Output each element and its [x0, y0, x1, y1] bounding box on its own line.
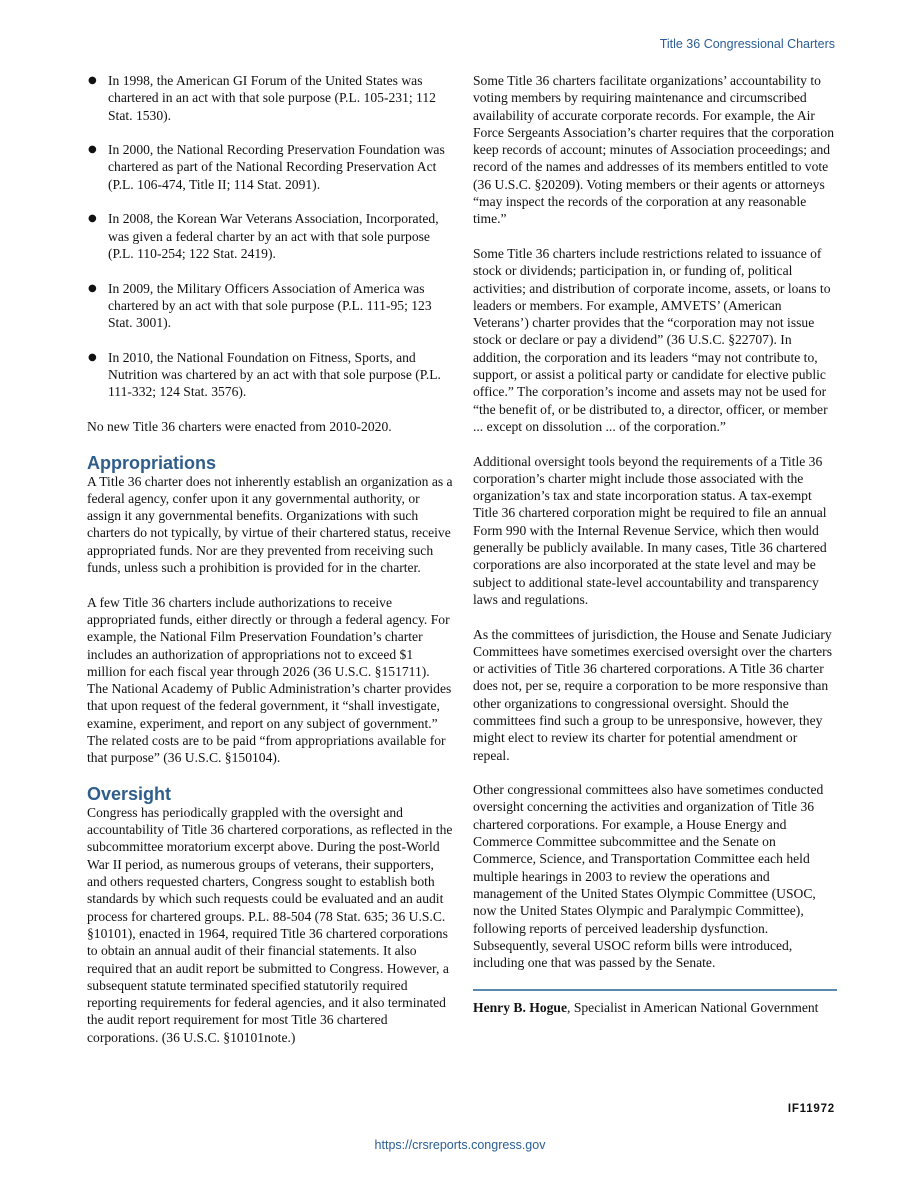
closing-statement: No new Title 36 charters were enacted from 2010-2020.	[87, 418, 392, 434]
list-item: ● In 2000, the National Recording Preservation Foundation was chartered as part of the National Recording Preservation Act (P.L. 106-474, Title II; 114 Stat. 2091).	[87, 141, 453, 193]
body-paragraph: Some Title 36 charters facilitate organizations’ accountability to voting members by requiring maintenance and circumscribed availability of accurate corporate records. For example, the Air Force Sergeants Association’s charter requires that the corporation keep records of account; minutes of Association proceedings; and record of the names and addresses of its members entitled to vote (36 U.S.C. §20209). Voting members or their agents or attorneys “may inspect the records of the corporation at any reasonable time.”	[473, 73, 835, 227]
appropriations-paragraph: A few Title 36 charters include authorizations to receive appropriated funds, either directly or through a federal agency. For example, the National Film Preservation Foundation’s charter includes an authorization of appropriations not to exceed $1 million for each fiscal year through 2026 (36 U.S.C. §151711). The National Academy of Public Administration’s charter provides that upon request of the federal government, it “shall investigate, examine, experiment, and report on any subject of government.” The related costs are to be paid “from appropriations available for that purpose” (36 U.S.C. §150104).	[87, 594, 452, 766]
right-column	[473, 72, 837, 1016]
body-paragraph: Additional oversight tools beyond the requirements of a Title 36 corporation’s charter might include those associated with the organization’s tax and state incorporation status. A tax-exempt Title 36 chartered corporation might be required to file an annual Form 990 with the Internal Revenue Service, which then would generally be publicly available. In many cases, Title 36 chartered corporations are also incorporated at the state level and may be subject to additional state-level accountability and transparency laws and regulations.	[473, 453, 827, 607]
list-item: ● In 2010, the National Foundation on Fitness, Sports, and Nutrition was chartered by an act with that sole purpose (P.L. 111-332; 124 Stat. 3576).	[87, 349, 453, 401]
author-line	[473, 999, 837, 1016]
oversight-heading: Oversight	[87, 783, 172, 804]
author-divider	[473, 989, 837, 991]
left-column	[87, 72, 453, 1063]
running-header-title: Title 36 Congressional Charters	[659, 37, 835, 51]
body-paragraph: Other congressional committees also have sometimes conducted oversight concerning the activities and organization of Title 36 chartered corporations. For example, a House Energy and Commerce Committee subcommittee and the Senate on Commerce, Science, and Transportation Committee each held multiple hearings in 2003 to review the operations and management of the United States Olympic Committee (USOC, now the United States Olympic and Paralympic Committee), following reports of perceived leadership dysfunction. Subsequently, several USOC reform bills were introduced, including one that was passed by the Senate.	[473, 782, 824, 971]
charter-history-list	[87, 72, 453, 401]
footer-url-link[interactable]: https://crsreports.congress.gov	[374, 1138, 546, 1152]
oversight-paragraph: Congress has periodically grappled with the oversight and accountability of Title 36 chartered corporations, as reflected in the subcommittee moratorium excerpt above. During the post-World War II period, as numerous groups of veterans, their supporters, and others requested charters, Congress sought to establish both standards by which such requests could be evaluated and an audit process for chartered groups. P.L. 88-504 (78 Stat. 635; 36 U.S.C. §10101), enacted in 1964, required Title 36 chartered corporations to obtain an annual audit of their financial statements. It also required that an audit report be submitted to Congress. However, a subsequent statute terminated specified statutorily required reporting requirements for federal agencies, and it also terminated the audit report requirement for most Title 36 chartered corporations. (36 U.S.C. §10101note.)	[87, 804, 453, 1045]
list-item: ● In 1998, the American GI Forum of the United States was chartered in an act with that sole purpose (P.L. 105-231; 112 Stat. 1530).	[87, 72, 453, 124]
document-number: IF11972	[787, 1103, 835, 1115]
author-role: , Specialist in American National Government	[567, 999, 819, 1015]
list-item: ● In 2009, the Military Officers Association of America was chartered by an act with that sole purpose (P.L. 111-95; 123 Stat. 3001).	[87, 280, 453, 332]
list-item: ● In 2008, the Korean War Veterans Association, Incorporated, was given a federal charter by an act with that sole purpose (P.L. 110-254; 122 Stat. 2419).	[87, 210, 453, 262]
appropriations-heading: Appropriations	[87, 452, 216, 473]
body-paragraph: As the committees of jurisdiction, the House and Senate Judiciary Committees have sometimes exercised oversight over the charters or activities of Title 36 chartered corporations. A Title 36 charter does not, per se, require a corporation to be more responsive than other organizations to congressional oversight. Should the committees find such a group to be unresponsive, however, they might elect to review its charter for potential amendment or repeal.	[473, 626, 832, 763]
author-name: Henry B. Hogue	[473, 999, 568, 1015]
body-paragraph: Some Title 36 charters include restrictions related to issuance of stock or dividends; participation in, or funding of, political activities; and distribution of corporate income, assets, or loans to leaders or members. For example, AMVETS’ (American Veterans’) charter provides that the “corporation may not issue stock or declare or pay a dividend” (36 U.S.C. §22707). In addition, the corporation and its leaders “may not contribute to, support, or assist a political party or candidate for elective public office.” The corporation’s income and assets may not be used for “the benefit of, or be distributed to, a director, officer, or member ... except on dissolution ... of the corporation.”	[473, 245, 831, 434]
appropriations-paragraph: A Title 36 charter does not inherently establish an organization as a federal agency, confer upon it any governmental authority, or assign it any governmental benefits. Organizations with such charters do not typically, by virtue of their chartered status, receive appropriated funds. Nor are they prevented from receiving such funds, unless such a prohibition is provided for in the charter.	[87, 473, 453, 576]
